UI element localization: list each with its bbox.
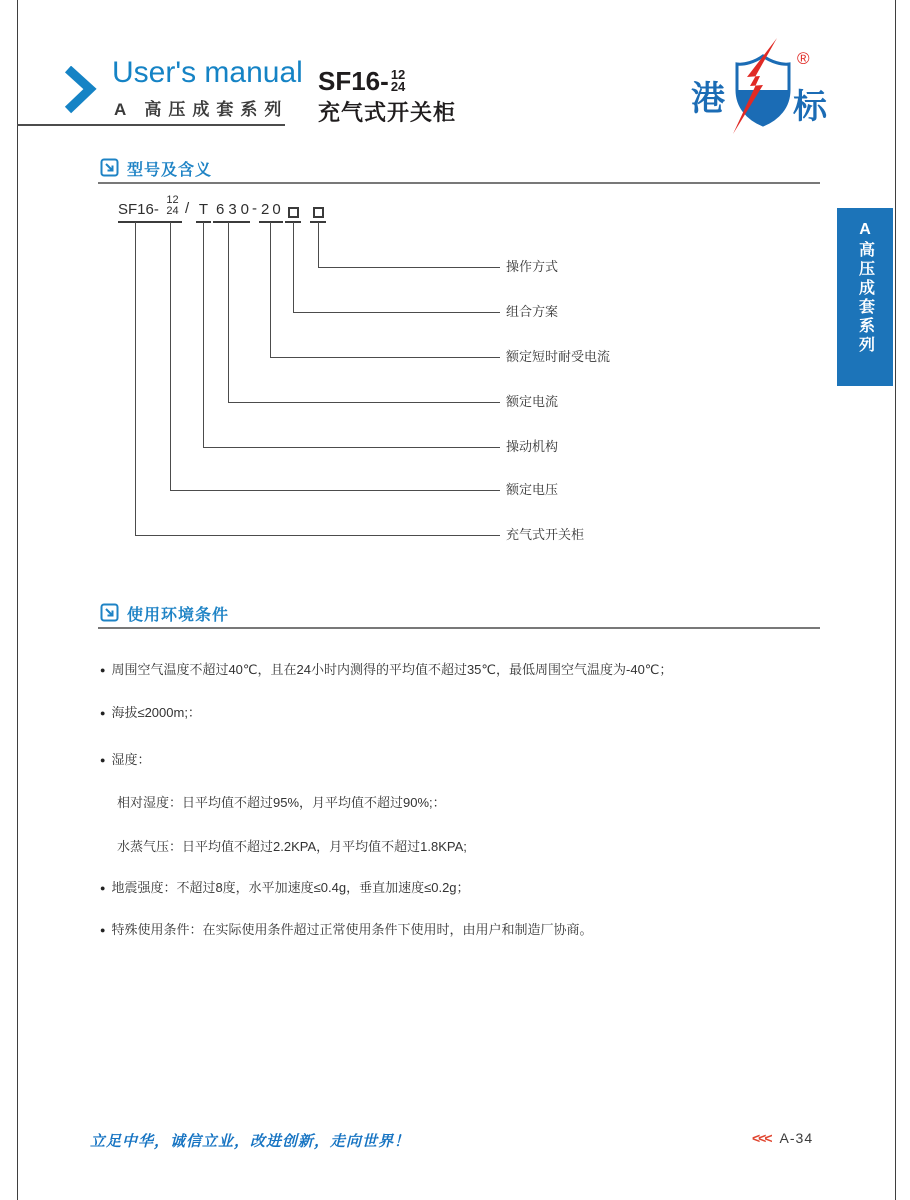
code-voltage-fraction [163, 195, 182, 223]
chevron-right-icon [64, 66, 98, 119]
code-placeholder-box-2 [310, 201, 326, 223]
diagram-vertical-line [228, 222, 229, 402]
product-model-prefix: SF16- [318, 66, 389, 96]
back-arrows-icon: <<< [752, 1130, 771, 1146]
page-number-text: A-34 [779, 1130, 814, 1146]
environment-condition-item [100, 837, 467, 857]
section-divider [98, 627, 820, 629]
section-arrow-icon [100, 603, 119, 627]
condition-text: 地震强度：不超过8度，水平加速度≤0.4g，垂直加速度≤0.2g； [111, 880, 470, 895]
brand-logo [691, 36, 831, 143]
condition-text: 周围空气温度不超过40℃，且在24小时内测得的平均值不超过35℃，最低周围空气温度为-40℃； [111, 662, 673, 677]
diagram-vertical-line [270, 222, 271, 357]
page-number [752, 1130, 813, 1146]
diagram-label: 额定电流 [506, 394, 559, 409]
code-voltage-top: 12 [166, 194, 179, 206]
placeholder-box-icon [288, 207, 299, 218]
bullet-icon: ● [100, 708, 106, 718]
logo-char-right: 标 [793, 88, 827, 126]
company-slogan: 立足中华，诚信立业，改进创新，走向世界！ [90, 1133, 411, 1150]
environment-condition-item [100, 660, 672, 680]
diagram-horizontal-line [318, 267, 500, 268]
section-arrow-icon [100, 158, 119, 182]
condition-text: 相对湿度：日平均值不超过95%，月平均值不超过90%;： [117, 795, 446, 810]
voltage-bottom: 24 [390, 79, 406, 94]
series-title: A 高压成套系列 [114, 100, 289, 119]
bullet-icon: ● [100, 883, 106, 893]
code-dash: - [252, 200, 257, 217]
diagram-vertical-line [203, 222, 204, 447]
condition-text: 特殊使用条件：在实际使用条件超过正常使用条件下使用时，由用户和制造厂协商。 [111, 922, 593, 937]
page-left-border [17, 0, 18, 1200]
diagram-label: 操动机构 [506, 439, 559, 454]
condition-text: 水蒸气压：日平均值不超过2.2KPA，月平均值不超过1.8KPA; [117, 839, 467, 854]
placeholder-box-icon [313, 207, 324, 218]
manual-title: User's manual [112, 56, 303, 89]
code-current: 630 [213, 201, 250, 223]
condition-text: 湿度： [111, 752, 151, 767]
diagram-label: 操作方式 [506, 259, 559, 274]
diagram-horizontal-line [270, 357, 500, 358]
bullet-icon: ● [100, 925, 106, 935]
side-tab-label: A高压成套系列 [856, 221, 874, 355]
registered-mark-icon: ® [797, 49, 810, 68]
diagram-label: 组合方案 [506, 304, 559, 319]
section-title-model: 型号及含义 [127, 162, 213, 179]
diagram-horizontal-line [170, 490, 500, 491]
diagram-vertical-line [318, 222, 319, 267]
diagram-horizontal-line [135, 535, 500, 536]
environment-condition-item [100, 793, 446, 813]
diagram-label: 充气式开关柜 [506, 527, 585, 542]
diagram-horizontal-line [203, 447, 500, 448]
product-name: 充气式开关柜 [318, 100, 457, 125]
product-voltage-fraction [391, 69, 405, 93]
code-withstand: 20 [259, 201, 283, 223]
logo-char-left: 港 [691, 80, 725, 118]
section-title-environment: 使用环境条件 [127, 607, 230, 624]
page-right-border [895, 0, 896, 1200]
bullet-icon: ● [100, 755, 106, 765]
diagram-vertical-line [135, 222, 136, 535]
environment-condition-item [100, 920, 592, 940]
diagram-label: 额定短时耐受电流 [506, 349, 611, 364]
code-slash: / [185, 200, 190, 217]
diagram-vertical-line [170, 222, 171, 490]
environment-condition-item [100, 750, 150, 770]
code-placeholder-box-1 [285, 201, 301, 223]
code-mechanism: T [196, 201, 211, 223]
condition-text: 海拔≤2000m;： [111, 705, 201, 720]
diagram-horizontal-line [293, 312, 500, 313]
section-divider [98, 182, 820, 184]
diagram-label: 额定电压 [506, 482, 559, 497]
environment-condition-item [100, 878, 470, 898]
product-model [318, 68, 456, 94]
product-title [318, 68, 456, 127]
diagram-vertical-line [293, 222, 294, 312]
code-voltage-bottom: 24 [166, 205, 179, 217]
side-tab-series [837, 208, 893, 386]
diagram-horizontal-line [228, 402, 500, 403]
header-divider [17, 124, 285, 126]
bullet-icon: ● [100, 665, 106, 675]
environment-condition-item [100, 703, 201, 723]
code-prefix: SF16- [118, 201, 165, 223]
voltage-top: 12 [390, 67, 406, 82]
